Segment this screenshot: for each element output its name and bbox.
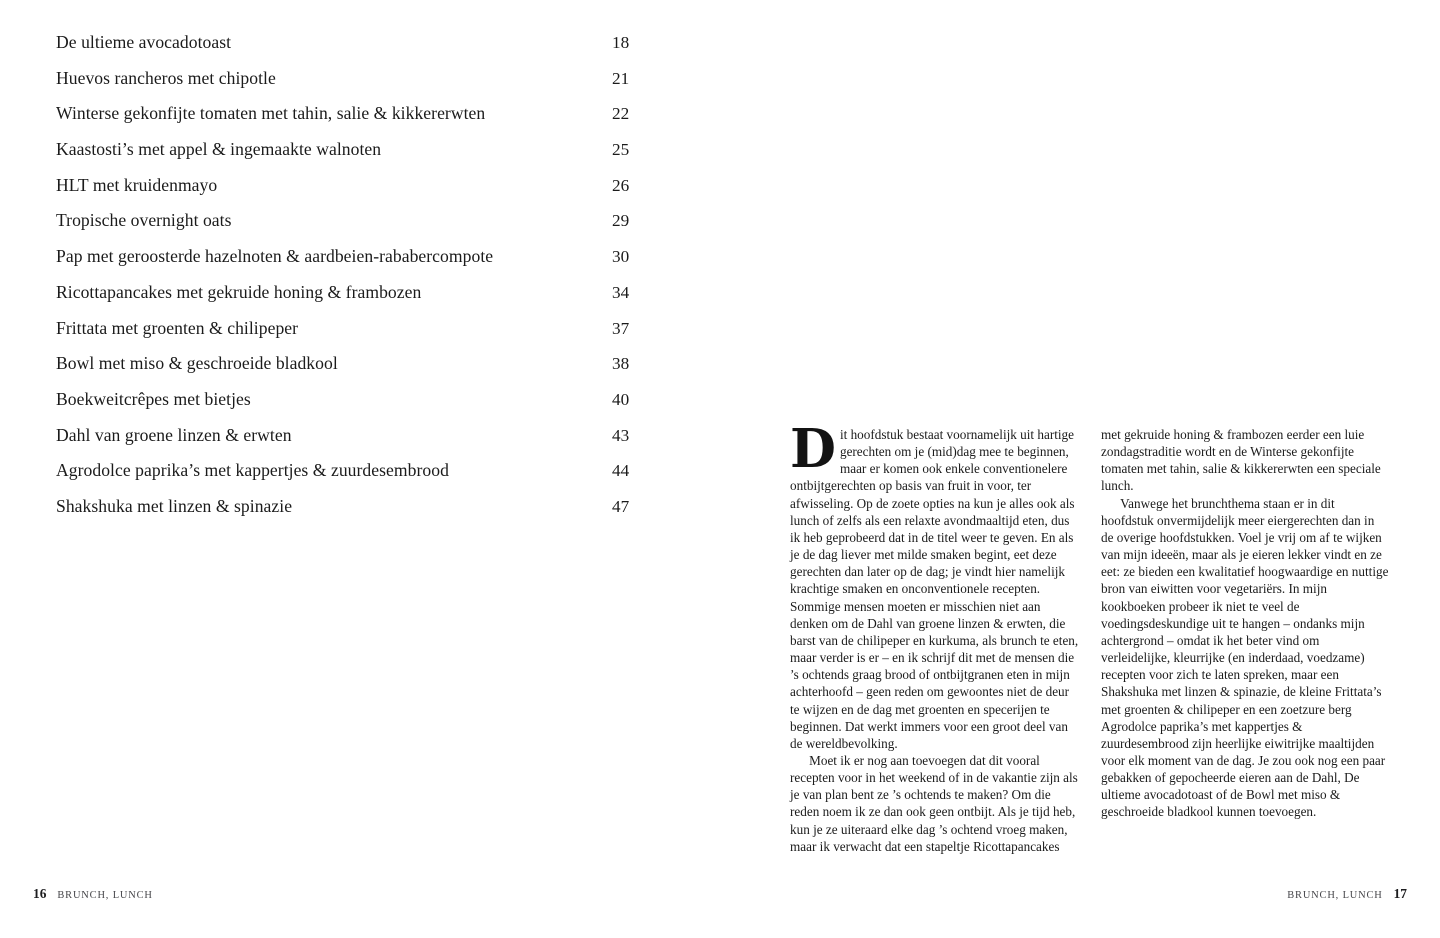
- intro-paragraph-2: Moet ik er nog aan toevoegen dat dit vooral recepten voor in het weekend of in de vakantie zijn als je van plan bent ze ’s ochtends te maken? Om die reden noem ik ze dan ook geen ontbijt. Als je tijd heb, kun je ze uiteraard elke dag ’s ochtend vroeg maken, maar ik verwacht dat een stapeltje Ricottapancakes met gekruide honing & frambozen eerder een luie zondagstraditie wordt en de Winterse gekonfijte tomaten met tahin, salie & kikkererwten een speciale lunch.: [790, 427, 1381, 854]
- toc-entry[interactable]: [56, 141, 656, 177]
- toc-entry-title: Frittata met groenten & chilipeper: [56, 317, 299, 338]
- toc-entry[interactable]: [56, 424, 656, 463]
- toc-entry-page: 38: [612, 354, 630, 374]
- toc-entry[interactable]: [56, 67, 656, 106]
- running-head-label: BRUNCH, LUNCH: [1287, 890, 1383, 901]
- toc-entry-title: Tropische overnight oats: [56, 210, 232, 231]
- toc-entry-page: 40: [612, 389, 630, 409]
- toc-entry-page: 37: [612, 318, 630, 338]
- toc-entry-page: 21: [612, 68, 630, 88]
- toc-entry[interactable]: [56, 174, 656, 213]
- toc-entry[interactable]: [56, 355, 656, 391]
- intro-paragraph-3: Vanwege het brunchthema staan er in dit hoofdstuk onvermijdelijk meer eiergerechten dan in de overige hoofdstukken. Voel je vrij om af te wijken van mijn ideeën, maar als je eieren lekker vindt en ze eet: ze bieden een kwalitatief hoogwaardige en nuttige bron van eiwitten voor vegetariërs. In mijn kookboeken probeer ik niet te veel de voedingsdeskundige uit te hangen – ondanks mijn achtergrond – omdat ik het beter vind om verleidelijke, kleurrijke (en inderdaad, voedzame) recepten voor zich te laten spreken, maar een Shakshuka met linzen & spinazie, de kleine Frittata’s met groenten & chilipeper en een zoetzure berg Agrodolce paprika’s met kappertjes & zuurdesembrood zijn heerlijke eiwitrijke maaltijden voor elk moment van de dag. Je zou ook nog een paar gebakken of gepocheerde eieren aan de Dahl, De ultieme avocadotoast of de Bowl met miso & geschroeide bladkool kunnen toevoegen.: [1101, 495, 1389, 820]
- toc-entry-page: 34: [612, 282, 630, 302]
- toc-entry-page: 30: [612, 247, 630, 267]
- intro-paragraph-1-text: it hoofdstuk bestaat voornamelijk uit hartige gerechten om je (mid)dag mee te beginnen, maar er komen ook enkele conventionelere ontbijtgerechten op basis van fruit in voor, ter afwisseling. Op de zoete opties na kun je alles ook als lunch of zelfs als een relaxte avondmaaltijd eten, dus ik heb geprobeerd dat in de titel weer te geven. En als je de dag liever met milde smaken begint, eet deze gerechten dan later op de dag; je vindt hier namelijk krachtige smaken en onconventionele recepten. Sommige mensen moeten er misschien niet aan denken om de Dahl van groene linzen & erwten, die barst van de chilipeper en kurkuma, als brunch te eten, maar verder is er – en ik schrijf dit met de mensen die ’s ochtends graag brood of ontbijtgranen eten in mijn achterhoofd – geen reden om gewoontes niet de deur te wijzen en de dag met groenten en specerijen te beginnen. Dat werkt immers voor een groot deel van de wereldbevolking.: [790, 427, 1079, 751]
- table-of-contents: [56, 34, 656, 534]
- toc-entry[interactable]: [56, 388, 656, 427]
- intro-paragraph-1: [790, 418, 1079, 752]
- toc-entry-page: 18: [612, 33, 630, 52]
- toc-entry-page: 43: [612, 425, 630, 445]
- toc-entry-page: 26: [612, 175, 630, 195]
- page-number: 16: [33, 886, 47, 901]
- toc-entry-title: Shakshuka met linzen & spinazie: [56, 495, 293, 516]
- recto-running-foot: [1287, 886, 1407, 902]
- drop-cap: D: [790, 418, 836, 480]
- toc-entry[interactable]: [56, 105, 656, 141]
- toc-entry[interactable]: [56, 34, 656, 70]
- toc-entry-page: 29: [612, 211, 630, 231]
- toc-entry[interactable]: [56, 317, 656, 356]
- toc-entry-title: HLT met kruidenmayo: [56, 174, 218, 195]
- toc-entry-title: Pap met geroosterde hazelnoten & aardbeien-rababercompote: [56, 246, 494, 267]
- toc-entry[interactable]: [56, 462, 656, 498]
- toc-entry-title: De ultieme avocadotoast: [56, 32, 232, 52]
- toc-entry[interactable]: [56, 495, 656, 534]
- chapter-introduction: [790, 418, 1390, 856]
- toc-entry-page: 47: [612, 496, 630, 516]
- toc-entry[interactable]: [56, 281, 656, 320]
- toc-entry-title: Boekweitcrêpes met bietjes: [56, 388, 251, 409]
- toc-entry-title: Agrodolce paprika’s met kappertjes & zuurdesembrood: [56, 460, 449, 481]
- toc-entry[interactable]: [56, 212, 656, 248]
- toc-entry-page: 22: [612, 104, 630, 124]
- toc-entry-title: Huevos rancheros met chipotle: [56, 67, 276, 88]
- toc-entry-title: Kaastosti’s met appel & ingemaakte walnoten: [56, 139, 382, 160]
- toc-entry-title: Dahl van groene linzen & erwten: [56, 424, 292, 445]
- toc-entry[interactable]: [56, 248, 656, 284]
- verso-running-foot: [33, 886, 153, 902]
- toc-entry-title: Ricottapancakes met gekruide honing & frambozen: [56, 281, 422, 302]
- toc-entry-page: 44: [612, 461, 630, 481]
- toc-entry-title: Winterse gekonfijte tomaten met tahin, salie & kikkererwten: [56, 103, 486, 124]
- running-head-label: BRUNCH, LUNCH: [57, 890, 153, 901]
- recto-page: [720, 0, 1440, 938]
- toc-entry-title: Bowl met miso & geschroeide bladkool: [56, 353, 338, 374]
- toc-entry-page: 25: [612, 140, 630, 160]
- page-number: 17: [1393, 886, 1407, 901]
